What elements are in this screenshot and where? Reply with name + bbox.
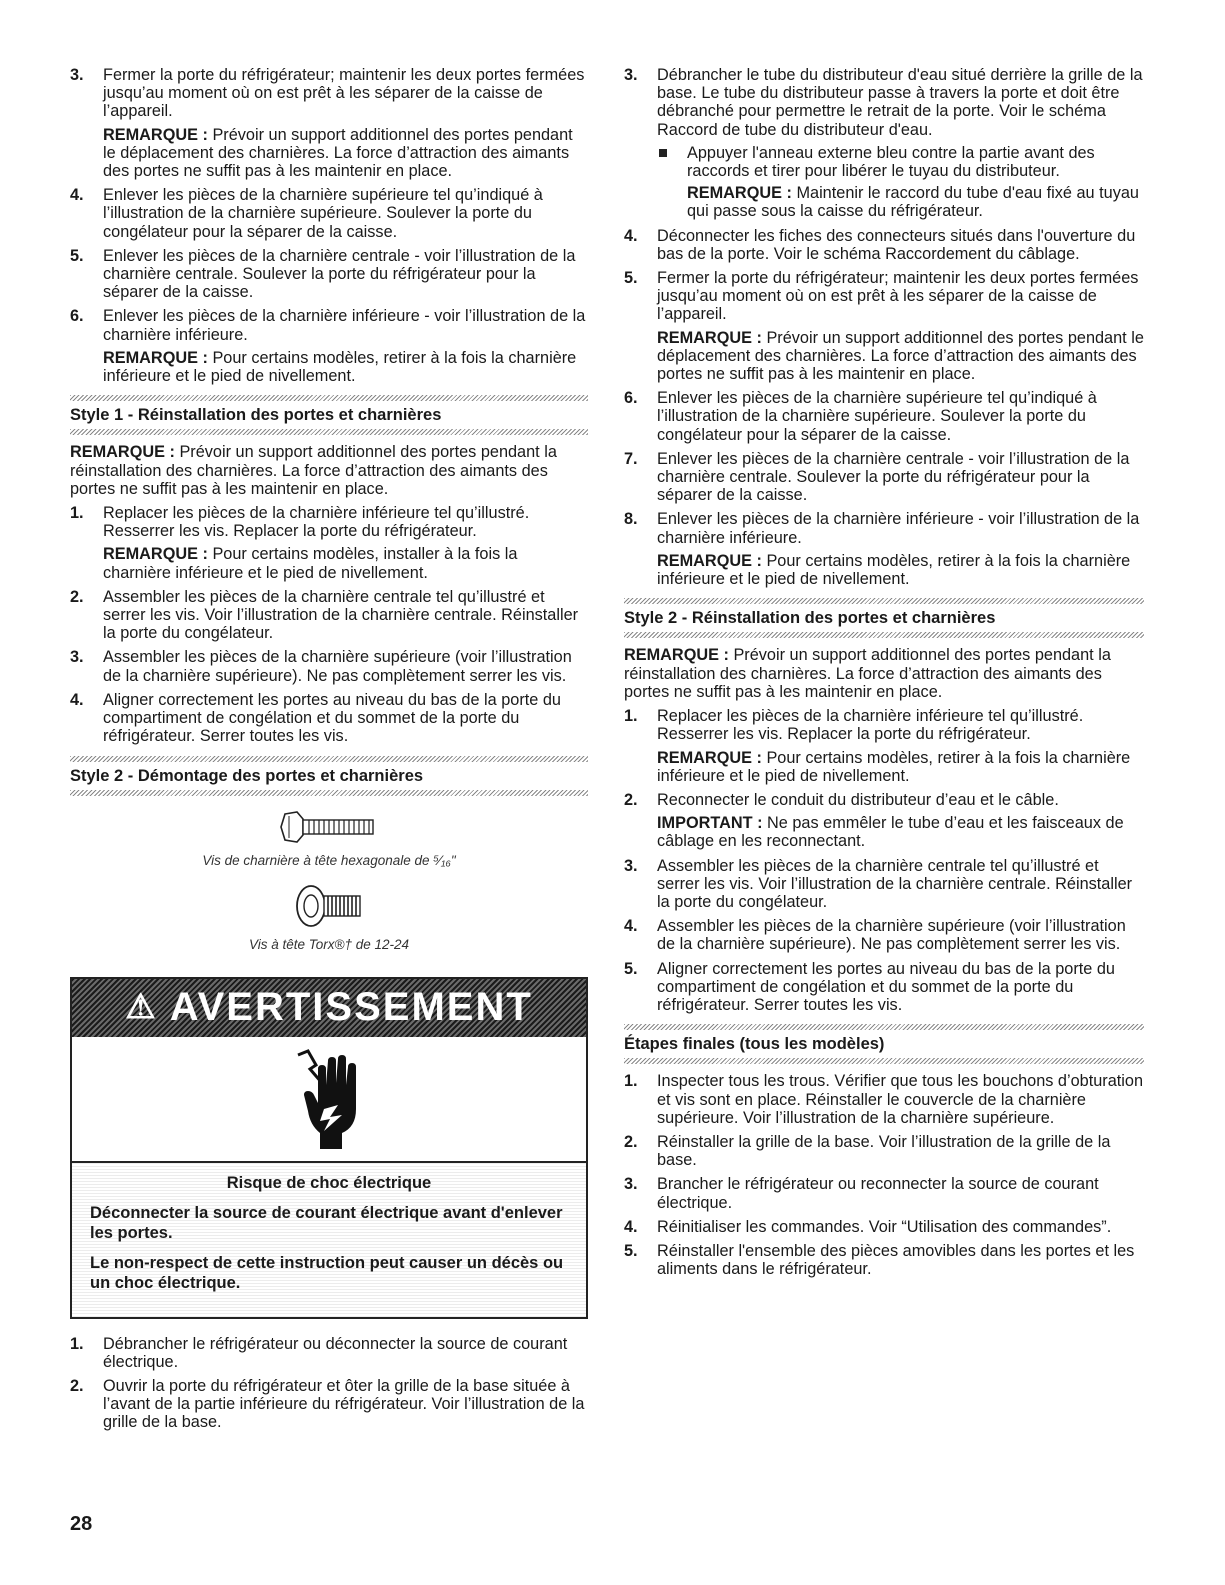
warning-triangle-icon: ⚠ [125, 988, 158, 1027]
item-text: Débrancher le réfrigérateur ou déconnecter la source de courant électrique. [103, 1334, 568, 1371]
item-number: 7. [624, 449, 638, 468]
note [657, 329, 1144, 384]
note [103, 545, 588, 581]
note-text: Prévoir un support additionnel des portes pendant le déplacement des charnières. La force d’attraction des aimants des portes ne suffit pas à les maintenir en place. [103, 125, 573, 181]
note [657, 749, 1144, 785]
item-text: Fermer la porte du réfrigérateur; maintenir les deux portes fermées jusqu’au moment où on est prêt à les séparer de la caisse de l’appareil. [657, 269, 1139, 324]
list-item [624, 1242, 1144, 1278]
warning-box [70, 977, 588, 1319]
note-text: Pour certains modèles, retirer à la fois la charnière inférieure et le pied de nivellement. [657, 551, 1131, 589]
item-text: Assembler les pièces de la charnière centrale tel qu’illustré et serrer les vis. Voir l’illustration de la charnière centrale. Réinstaller la porte du congélateur. [657, 856, 1133, 911]
list-item [70, 307, 588, 385]
note-label: REMARQUE : [103, 545, 208, 564]
item-number: 5. [624, 1241, 638, 1260]
note-text: Prévoir un support additionnel des portes pendant la réinstallation des charnières. La force d’attraction des aimants des portes ne suffit pas à les maintenir en place. [624, 646, 1111, 701]
item-number: 6. [624, 389, 638, 408]
warning-consequence: Le non-respect de cette instruction peut causer un décès ou un choc électrique. [90, 1253, 564, 1292]
item-number: 3. [70, 66, 84, 84]
item-text: Replacer les pièces de la charnière inférieure tel qu’illustré. Resserrer les vis. Replacer la porte du réfrigérateur. [103, 504, 530, 541]
torx-screw-icon [294, 884, 364, 928]
list-item [70, 247, 588, 302]
item-number: 2. [624, 790, 638, 809]
list-item [70, 1335, 588, 1371]
note-label: REMARQUE : [103, 125, 208, 144]
bullet-text: Appuyer l'anneau externe bleu contre la partie avant des raccords et tirer pour libérer le tuyau du distributeur. [687, 143, 1095, 181]
note-text: Pour certains modèles, retirer à la fois la charnière inférieure et le pied de nivellement. [657, 748, 1131, 785]
list-item [624, 450, 1144, 505]
list-item [70, 1377, 588, 1432]
warning-header [72, 979, 586, 1037]
item-text: Brancher le réfrigérateur ou reconnecter la source de courant électrique. [657, 1175, 1099, 1212]
item-text: Réinstaller la grille de la base. Voir l’illustration de la grille de la base. [657, 1132, 1111, 1170]
divider [624, 1058, 1144, 1064]
item-text: Enlever les pièces de la charnière inférieure - voir l’illustration de la charnière inférieure. [103, 307, 586, 344]
item-number: 3. [624, 856, 638, 875]
section-title: Style 2 - Démontage des portes et charnières [70, 766, 424, 785]
note-label: REMARQUE : [70, 443, 175, 462]
list-item [624, 707, 1144, 785]
item-text: Aligner correctement les portes au niveau du bas de la porte du compartiment de congélation et du sommet de la porte du réfrigérateur. Serrer toutes les vis. [103, 690, 561, 746]
note [103, 126, 588, 181]
list-item [624, 389, 1144, 444]
item-number: 1. [70, 1334, 84, 1353]
item-number: 1. [624, 707, 638, 726]
item-number: 6. [70, 307, 84, 326]
item-text: Fermer la porte du réfrigérateur; maintenir les deux portes fermées jusqu’au moment où on est prêt à les séparer de la caisse de l’appareil. [103, 66, 585, 121]
note [657, 552, 1144, 588]
divider [70, 429, 588, 435]
list-item [624, 66, 1144, 221]
item-number: 3. [70, 648, 84, 667]
section-final-steps [624, 1024, 1144, 1064]
list-item [70, 648, 588, 684]
item-number: 4. [624, 226, 638, 245]
note [103, 349, 588, 385]
square-bullet-icon [659, 149, 667, 157]
divider [624, 632, 1144, 638]
item-text: Enlever les pièces de la charnière centrale - voir l’illustration de la charnière centrale. Soulever la porte du réfrigérateur pour la séparer de la caisse. [103, 246, 576, 302]
list-item [624, 791, 1144, 851]
list-item [624, 1175, 1144, 1211]
item-number: 2. [70, 1376, 84, 1395]
figure-caption: Vis de charnière à tête hexagonale de ⁵⁄₁₆" [202, 852, 456, 868]
torx-screw-figure [70, 884, 588, 954]
list-item [70, 504, 588, 582]
item-text: Assembler les pièces de la charnière supérieure (voir l’illustration de la charnière supérieure). Ne pas complètement serrer les vis. [657, 917, 1126, 954]
list-item [624, 227, 1144, 263]
hex-screw-figure [70, 810, 588, 870]
item-text: Déconnecter les fiches des connecteurs situés dans l'ouverture du bas de la porte. Voir le schéma Raccordement du câblage. [657, 226, 1136, 263]
item-text: Aligner correctement les portes au niveau du bas de la porte du compartiment de congélation et du sommet de la porte du réfrigérateur. Serrer toutes les vis. [657, 959, 1115, 1014]
section-style1-reinstall [70, 395, 588, 435]
item-text: Inspecter tous les trous. Vérifier que tous les bouchons d’obturation et vis sont en place. Réinstaller le couvercle de la charnière supérieure. Voir l’illustration de la charnière supérieure. [657, 1072, 1144, 1127]
note-text: Prévoir un support additionnel des portes pendant le déplacement des charnières. La force d’attraction des aimants des portes ne suffit pas à les maintenir en place. [657, 328, 1144, 384]
note-label: REMARQUE : [657, 328, 762, 347]
item-number: 4. [624, 1217, 638, 1236]
item-number: 3. [624, 1175, 638, 1194]
item-number: 2. [624, 1132, 638, 1151]
item-text: Débrancher le tube du distributeur d'eau situé derrière la grille de la base. Le tube du distributeur passe à travers la porte et doit être débranché pour permettre le retrait de la porte. Voir le schéma Raccord de tube du distributeur d'eau. [657, 66, 1143, 139]
item-number: 1. [70, 504, 84, 523]
note [657, 184, 1144, 220]
list-item [624, 510, 1144, 588]
intro-note [70, 443, 588, 498]
note-label: REMARQUE : [657, 748, 762, 767]
section-title: Étapes finales (tous les modèles) [624, 1035, 885, 1054]
warning-title: Risque de choc électrique [226, 1173, 432, 1192]
item-text: Réinitialiser les commandes. Voir “Utilisation des commandes”. [657, 1217, 1112, 1236]
item-text: Réinstaller l'ensemble des pièces amovibles dans les portes et les aliments dans le réfrigérateur. [657, 1241, 1135, 1279]
intro-note [624, 646, 1144, 701]
divider [70, 790, 588, 796]
list-item [624, 917, 1144, 953]
item-text: Enlever les pièces de la charnière supérieure tel qu’indiqué à l’illustration de la charnière supérieure. Soulever la porte du congélateur pour la séparer de la caisse. [657, 389, 1097, 444]
note-text: Pour certains modèles, installer à la fois la charnière inférieure et le pied de nivellement. [103, 545, 518, 582]
section-title: Style 1 - Réinstallation des portes et charnières [70, 406, 442, 425]
item-text: Assembler les pièces de la charnière centrale tel qu’illustré et serrer les vis. Voir l’illustration de la charnière centrale. Réinstaller la porte du congélateur. [103, 587, 579, 643]
item-text: Ouvrir la porte du réfrigérateur et ôter la grille de la base située à l’avant de la partie inférieure du réfrigérateur. Voir l’illustration de la grille de la base. [103, 1376, 585, 1432]
item-number: 5. [70, 246, 84, 265]
item-number: 8. [624, 510, 638, 529]
item-number: 2. [70, 587, 84, 606]
list-item [70, 186, 588, 241]
list-item [624, 1218, 1144, 1236]
item-text: Reconnecter le conduit du distributeur d’eau et le câble. [657, 790, 1059, 809]
item-number: 4. [70, 186, 84, 205]
section-style2-removal [70, 756, 588, 796]
note [657, 814, 1144, 850]
list-item [624, 269, 1144, 383]
item-number: 3. [624, 66, 638, 84]
list-item [70, 66, 588, 180]
note-text: Pour certains modèles, retirer à la fois la charnière inférieure et le pied de nivellement. [103, 348, 577, 386]
note-label: IMPORTANT : [657, 814, 763, 833]
item-text: Enlever les pièces de la charnière centrale - voir l’illustration de la charnière centrale. Soulever la porte du réfrigérateur pour la séparer de la caisse. [657, 449, 1130, 505]
note-label: REMARQUE : [687, 184, 792, 203]
warning-header-text: AVERTISSEMENT [169, 985, 533, 1030]
list-item [624, 1072, 1144, 1127]
item-number: 4. [70, 690, 84, 709]
note-text: Ne pas emmêler le tube d’eau et les faisceaux de câblage en les reconnectant. [657, 814, 1124, 851]
section-style2-reinstall [624, 598, 1144, 638]
warning-body [72, 1163, 586, 1317]
note-text: Maintenir le raccord du tube d'eau fixé au tuyau qui passe sous la caisse du réfrigérateur. [687, 184, 1139, 221]
item-text: Enlever les pièces de la charnière supérieure tel qu’indiqué à l’illustration de la charnière supérieure. Soulever la porte du congélateur pour la séparer de la caisse. [103, 186, 543, 241]
figure-caption: Vis à tête Torx®† de 12-24 [248, 937, 410, 953]
warning-instruction: Déconnecter la source de courant électrique avant d'enlever les portes. [90, 1203, 563, 1242]
section-title: Style 2 - Réinstallation des portes et charnières [624, 609, 996, 628]
note-label: REMARQUE : [657, 551, 762, 570]
hex-screw-icon [279, 810, 379, 844]
bullet-item [657, 144, 1144, 180]
electric-shock-icon [72, 1037, 586, 1163]
note-text: Prévoir un support additionnel des portes pendant la réinstallation des charnières. La force d’attraction des aimants des portes ne suffit pas à les maintenir en place. [70, 443, 557, 498]
note-label: REMARQUE : [103, 348, 208, 367]
item-text: Enlever les pièces de la charnière inférieure - voir l’illustration de la charnière inférieure. [657, 510, 1140, 547]
list-item [624, 1133, 1144, 1169]
item-number: 4. [624, 917, 638, 936]
item-number: 5. [624, 269, 638, 288]
right-column [624, 66, 1144, 1284]
list-item [624, 960, 1144, 1015]
note-label: REMARQUE : [624, 646, 729, 665]
page-number: 28 [70, 1513, 93, 1535]
list-item [70, 691, 588, 746]
item-number: 5. [624, 959, 638, 978]
list-item [624, 857, 1144, 912]
item-number: 1. [624, 1072, 638, 1091]
item-text: Assembler les pièces de la charnière supérieure (voir l’illustration de la charnière supérieure). Ne pas complètement serrer les vis. [103, 648, 572, 685]
left-column [70, 66, 588, 1438]
list-item [70, 588, 588, 643]
item-text: Replacer les pièces de la charnière inférieure tel qu’illustré. Resserrer les vis. Replacer la porte du réfrigérateur. [657, 707, 1084, 744]
